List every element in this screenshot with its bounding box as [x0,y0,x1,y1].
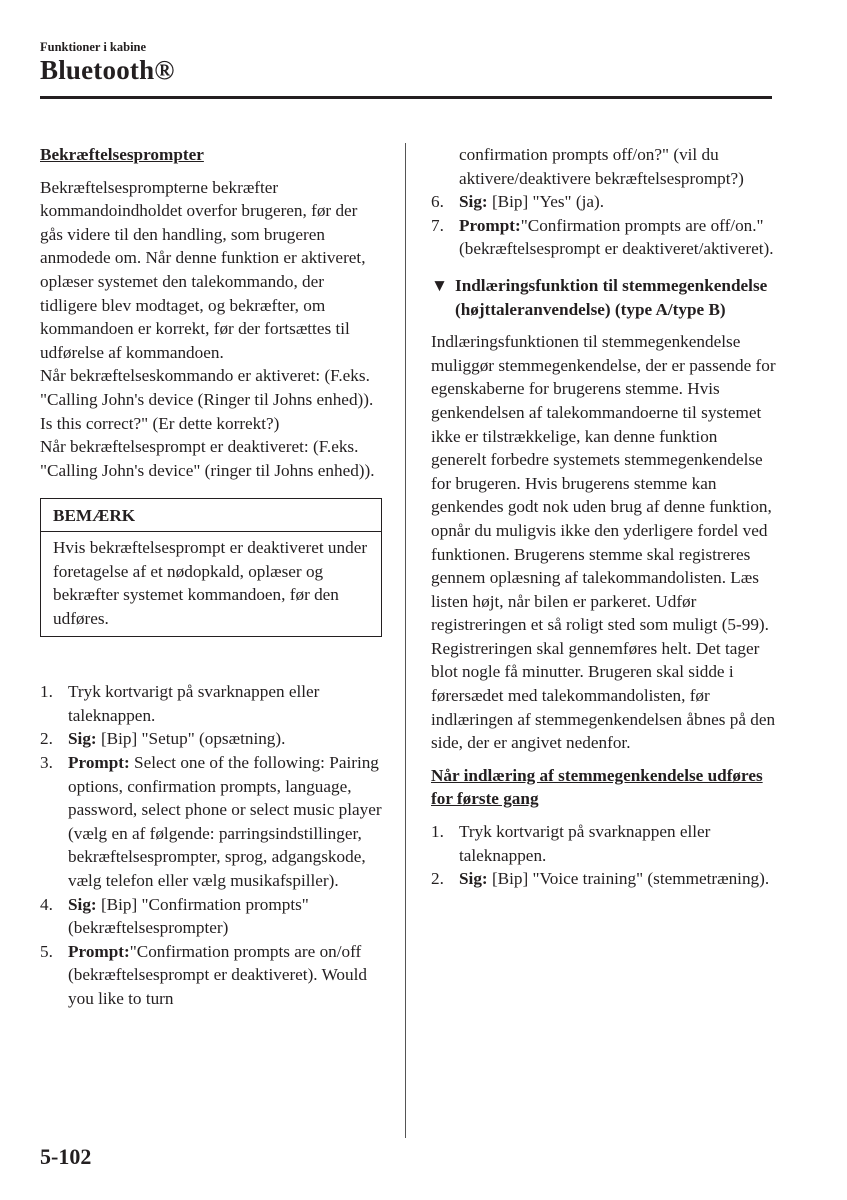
first-time-heading: Når indlæring af stemmegenkendelse udføres for første gang [431,765,763,809]
step-item: 6. Sig: [Bip] "Yes" (ja). [431,192,605,212]
example-enabled-paragraph: Når bekræftelseskommando er aktiveret: (F.eks. "Calling John's device (Ringer til Johns enhed)). Is this correct?" (Er dette korrekt?) [40,366,374,433]
section-heading: Bekræftelsesprompter [40,145,204,164]
header-rule [40,96,772,99]
step-item: 4. Sig: [Bip] "Confirmation prompts" (bekræftelsesprompter) [40,894,309,938]
column-divider [405,143,406,1138]
intro-paragraph: Bekræftelsesprompterne bekræfter kommandoindholdet overfor brugeren, før der gås videre til den handling, som brugeren anmodede om. Når denne funktion er aktiveret, oplæser systemet den talekommando, der tidligere blev modtaget, og bekræfter, om kommandoen er korrekt, før der fortsættes til udførelse af kommandoen. [40,177,366,362]
page-number: 5-102 [40,1144,92,1169]
example-disabled-paragraph: Når bekræftelsesprompt er deaktiveret: (F.eks. "Calling John's device" (ringer til Johns enhed)). [40,437,375,480]
step-continuation: confirmation prompts off/on?" (vil du aktivere/deaktivere bekræftelsesprompt?) [459,145,744,188]
left-column [40,143,382,1011]
step-item: 2. Sig: [Bip] "Voice training" (stemmetræning). [431,869,770,889]
training-steps-list [431,820,776,891]
page-title: Bluetooth® [40,55,175,85]
note-text: Hvis bekræftelsesprompt er deaktiveret under foretagelse af et nødopkald, oplæser og bekræfter systemet kommandoen, før den udføres. [53,537,368,628]
steps-list [40,680,382,1010]
step-item: 1. Tryk kortvarigt på svarknappen eller taleknappen. [431,822,711,865]
step-item: 2. Sig: [Bip] "Setup" (opsætning). [40,729,286,749]
note-box [40,498,382,637]
note-heading: BEMÆRK [41,499,381,532]
triangle-marker-icon: ▼ [431,275,449,295]
step-item: 3. Prompt: Select one of the following: Pairing options, confirmation prompts, language, password, select phone or select music player (vælg en af følgende: parringsindstillinger, bekræftelsesprompter, sprog, adgangskode, vælg telefon eller vælg musikafspiller). [40,753,382,891]
step-item: 1. Tryk kortvarigt på svarknappen eller taleknappen. [40,682,320,725]
right-column [431,143,776,891]
subsection-heading: ▼ Indlæringsfunktion til stemmegenkendelse (højttaleranvendelse) (type A/type B) [431,275,768,319]
step-item: 5. Prompt:"Confirmation prompts are on/off (bekræftelsesprompt er deaktiveret). Would you like to turn [40,941,367,1008]
steps-continued-list [431,143,776,261]
section-label: Funktioner i kabine [40,40,147,54]
training-paragraph: Indlæringsfunktionen til stemmegenkendelse muliggør stemmegenkendelse, der er passende for egenskaberne for brugerens stemme. Hvis genkendelsen af talekommandoerne til systemet ikke er tilstrækkelige, kan denne funktion generelt forbedre systemets stemmegenkendelse for brugeren. Hvis brugerens stemme kan genkendes godt nok uden brug af denne funktion, opnår du muligvis ikke den yderligere fordel ved funktionen. Brugerens stemme skal registreres gennem oplæsning af talekommandolisten. Læs listen højt, når bilen er parkeret. Udfør registreringen et så roligt sted som muligt (5-99). Registreringen skal gennemføres helt. Det tager blot nogle få minutter. Brugeren skal sidde i førersædet med talekommandolisten, før indlæringen af stemmegenkendelsen åbnes på den side, der er angivet nedenfor. [431,332,776,753]
step-item: 7. Prompt:"Confirmation prompts are off/on." (bekræftelsesprompt er deaktiveret/aktiveret). [431,215,774,259]
